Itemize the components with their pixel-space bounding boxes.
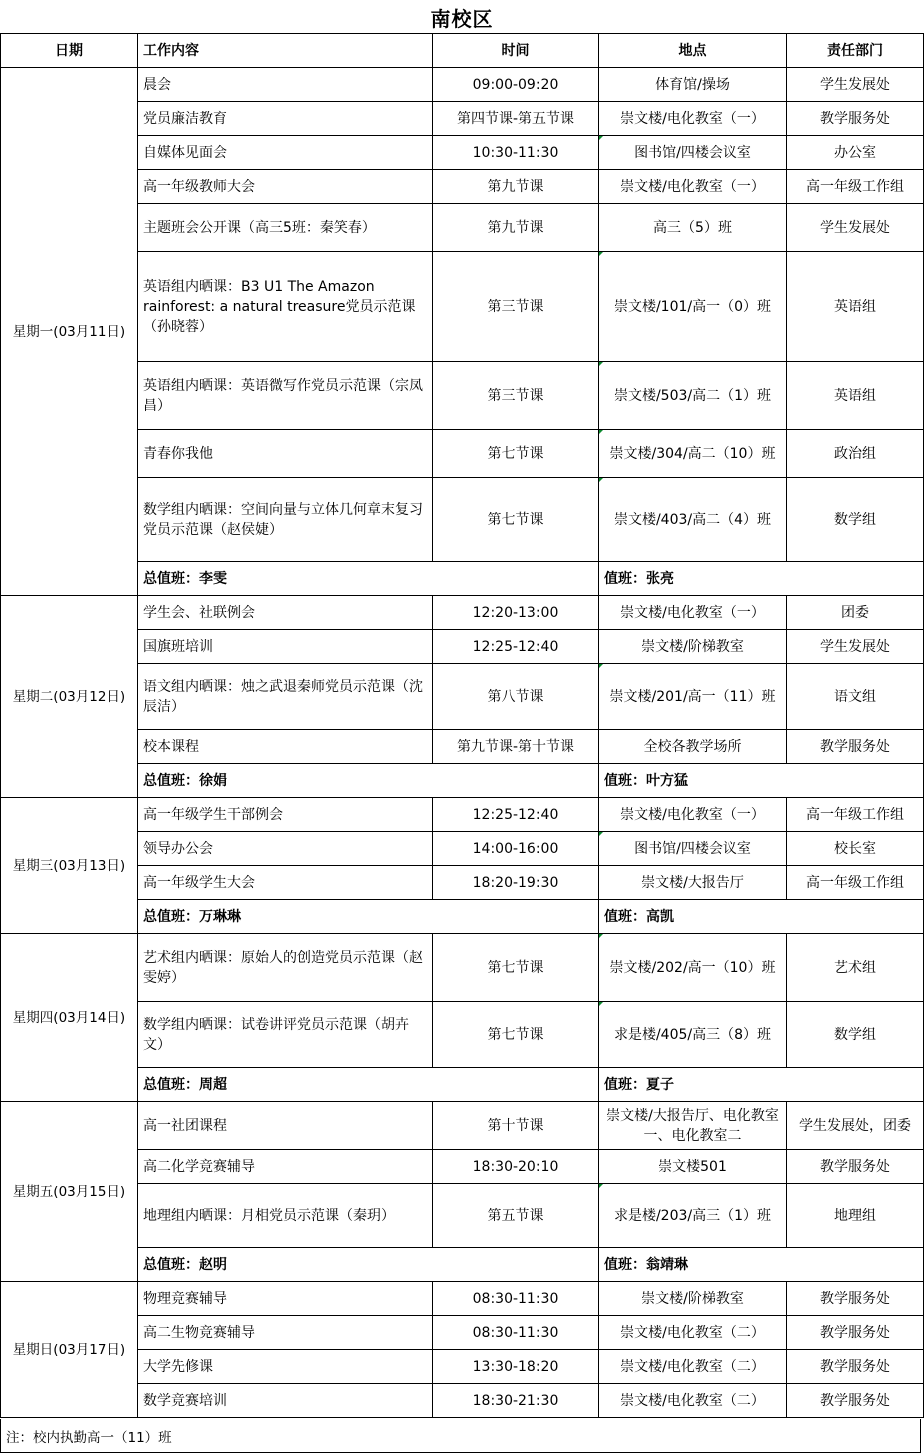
duty-cell: 值班：夏子 [599, 1068, 924, 1102]
place-cell: 崇文楼/电化教室（一） [599, 798, 787, 832]
duty-row [1, 1068, 924, 1102]
place-cell: 崇文楼/电化教室（二） [599, 1316, 787, 1350]
dept-cell: 高一年级工作组 [787, 798, 924, 832]
content-cell: 物理竞赛辅导 [138, 1282, 433, 1316]
time-cell: 14:00-16:00 [433, 832, 599, 866]
content-cell: 高一年级教师大会 [138, 170, 433, 204]
time-cell: 12:25-12:40 [433, 798, 599, 832]
time-cell: 第五节课 [433, 1184, 599, 1248]
dept-cell: 学生发展处 [787, 204, 924, 252]
table-row [1, 730, 924, 764]
dept-cell: 教学服务处 [787, 1282, 924, 1316]
dept-cell: 教学服务处 [787, 102, 924, 136]
day-cell: 星期五(03月15日) [1, 1102, 138, 1282]
place-cell: 崇文楼/大报告厅、电化教室一、电化教室二 [599, 1102, 787, 1150]
place-cell: 求是楼/203/高三（1）班 [599, 1184, 787, 1248]
place-cell: 崇文楼/阶梯教室 [599, 630, 787, 664]
header-dept: 责任部门 [787, 34, 924, 68]
dept-cell: 学生发展处，团委 [787, 1102, 924, 1150]
table-row [1, 1150, 924, 1184]
dept-cell: 数学组 [787, 1002, 924, 1068]
dept-cell: 教学服务处 [787, 1350, 924, 1384]
table-row [1, 204, 924, 252]
dept-cell: 教学服务处 [787, 1316, 924, 1350]
time-cell: 第十节课 [433, 1102, 599, 1150]
table-row [1, 1316, 924, 1350]
duty-cell: 值班：翁靖琳 [599, 1248, 924, 1282]
content-cell: 自媒体见面会 [138, 136, 433, 170]
table-row [1, 664, 924, 730]
place-cell: 崇文楼/电化教室（二） [599, 1350, 787, 1384]
table-row [1, 630, 924, 664]
duty-total-cell: 总值班：周超 [138, 1068, 599, 1102]
place-cell: 体育馆/操场 [599, 68, 787, 102]
time-cell: 18:20-19:30 [433, 866, 599, 900]
table-row [1, 934, 924, 1002]
duty-total-cell: 总值班：徐娟 [138, 764, 599, 798]
dept-cell: 团委 [787, 596, 924, 630]
header-row [1, 34, 924, 68]
place-cell: 崇文楼/101/高一（0）班 [599, 252, 787, 362]
dept-cell: 地理组 [787, 1184, 924, 1248]
time-cell: 12:20-13:00 [433, 596, 599, 630]
dept-cell: 办公室 [787, 136, 924, 170]
table-row [1, 252, 924, 362]
table-row [1, 1384, 924, 1418]
content-cell: 英语组内晒课：英语微写作党员示范课（宗凤昌） [138, 362, 433, 430]
time-cell: 08:30-11:30 [433, 1282, 599, 1316]
time-cell: 第七节课 [433, 1002, 599, 1068]
dept-cell: 高一年级工作组 [787, 170, 924, 204]
duty-cell: 值班：叶方猛 [599, 764, 924, 798]
place-cell: 崇文楼/201/高一（11）班 [599, 664, 787, 730]
content-cell: 晨会 [138, 68, 433, 102]
table-row [1, 866, 924, 900]
table-row [1, 478, 924, 562]
place-cell: 高三（5）班 [599, 204, 787, 252]
time-cell: 第三节课 [433, 252, 599, 362]
schedule-table [0, 33, 924, 1418]
duty-total-cell: 总值班：李雯 [138, 562, 599, 596]
table-row [1, 430, 924, 478]
duty-cell: 值班：高凯 [599, 900, 924, 934]
time-cell: 18:30-20:10 [433, 1150, 599, 1184]
content-cell: 大学先修课 [138, 1350, 433, 1384]
table-row [1, 170, 924, 204]
day-cell: 星期二(03月12日) [1, 596, 138, 798]
table-row [1, 596, 924, 630]
time-cell: 第七节课 [433, 430, 599, 478]
place-cell: 图书馆/四楼会议室 [599, 136, 787, 170]
duty-row [1, 1248, 924, 1282]
day-cell: 星期一(03月11日) [1, 68, 138, 596]
dept-cell: 高一年级工作组 [787, 866, 924, 900]
time-cell: 第七节课 [433, 934, 599, 1002]
place-cell: 崇文楼/503/高二（1）班 [599, 362, 787, 430]
dept-cell: 校长室 [787, 832, 924, 866]
dept-cell: 数学组 [787, 478, 924, 562]
duty-cell: 值班：张亮 [599, 562, 924, 596]
time-cell: 第四节课-第五节课 [433, 102, 599, 136]
content-cell: 高一年级学生大会 [138, 866, 433, 900]
place-cell: 崇文楼/304/高二（10）班 [599, 430, 787, 478]
table-row [1, 1350, 924, 1384]
content-cell: 青春你我他 [138, 430, 433, 478]
content-cell: 高二生物竞赛辅导 [138, 1316, 433, 1350]
place-cell: 崇文楼501 [599, 1150, 787, 1184]
content-cell: 语文组内晒课：烛之武退秦师党员示范课（沈辰洁） [138, 664, 433, 730]
place-cell: 图书馆/四楼会议室 [599, 832, 787, 866]
day-cell: 星期四(03月14日) [1, 934, 138, 1102]
table-row [1, 1184, 924, 1248]
time-cell: 第九节课-第十节课 [433, 730, 599, 764]
time-cell: 第三节课 [433, 362, 599, 430]
time-cell: 08:30-11:30 [433, 1316, 599, 1350]
time-cell: 13:30-18:20 [433, 1350, 599, 1384]
place-cell: 崇文楼/电化教室（一） [599, 170, 787, 204]
table-row [1, 832, 924, 866]
dept-cell: 学生发展处 [787, 68, 924, 102]
dept-cell: 语文组 [787, 664, 924, 730]
content-cell: 学生会、社联例会 [138, 596, 433, 630]
header-time: 时间 [433, 34, 599, 68]
table-row [1, 136, 924, 170]
content-cell: 地理组内晒课：月相党员示范课（秦玥） [138, 1184, 433, 1248]
table-row [1, 68, 924, 102]
content-cell: 党员廉洁教育 [138, 102, 433, 136]
sheet-title: 南校区 [430, 6, 494, 31]
time-cell: 第九节课 [433, 204, 599, 252]
place-cell: 崇文楼/403/高二（4）班 [599, 478, 787, 562]
dept-cell: 英语组 [787, 252, 924, 362]
dept-cell: 教学服务处 [787, 1150, 924, 1184]
content-cell: 国旗班培训 [138, 630, 433, 664]
day-cell: 星期日(03月17日) [1, 1282, 138, 1418]
content-cell: 主题班会公开课（高三5班：秦笑春） [138, 204, 433, 252]
dept-cell: 教学服务处 [787, 730, 924, 764]
time-cell: 18:30-21:30 [433, 1384, 599, 1418]
dept-cell: 教学服务处 [787, 1384, 924, 1418]
place-cell: 崇文楼/202/高一（10）班 [599, 934, 787, 1002]
table-row [1, 102, 924, 136]
content-cell: 数学竞赛培训 [138, 1384, 433, 1418]
header-content: 工作内容 [138, 34, 433, 68]
dept-cell: 艺术组 [787, 934, 924, 1002]
dept-cell: 学生发展处 [787, 630, 924, 664]
time-cell: 09:00-09:20 [433, 68, 599, 102]
header-date: 日期 [1, 34, 138, 68]
footer-note: 注：校内执勤高一（11）班 [0, 1419, 921, 1453]
place-cell: 崇文楼/电化教室（一） [599, 102, 787, 136]
time-cell: 12:25-12:40 [433, 630, 599, 664]
table-row [1, 1002, 924, 1068]
table-row [1, 1282, 924, 1316]
duty-row [1, 764, 924, 798]
content-cell: 数学组内晒课：试卷讲评党员示范课（胡卉文） [138, 1002, 433, 1068]
content-cell: 数学组内晒课：空间向量与立体几何章末复习党员示范课（赵侯婕） [138, 478, 433, 562]
dept-cell: 政治组 [787, 430, 924, 478]
content-cell: 高一年级学生干部例会 [138, 798, 433, 832]
table-row [1, 362, 924, 430]
content-cell: 英语组内晒课：B3 U1 The Amazon rainforest: a natural treasure党员示范课（孙晓蓉） [138, 252, 433, 362]
day-cell: 星期三(03月13日) [1, 798, 138, 934]
header-place: 地点 [599, 34, 787, 68]
table-row [1, 798, 924, 832]
place-cell: 崇文楼/电化教室（一） [599, 596, 787, 630]
time-cell: 第八节课 [433, 664, 599, 730]
time-cell: 第七节课 [433, 478, 599, 562]
content-cell: 校本课程 [138, 730, 433, 764]
time-cell: 10:30-11:30 [433, 136, 599, 170]
place-cell: 崇文楼/电化教室（二） [599, 1384, 787, 1418]
place-cell: 求是楼/405/高三（8）班 [599, 1002, 787, 1068]
dept-cell: 英语组 [787, 362, 924, 430]
place-cell: 崇文楼/阶梯教室 [599, 1282, 787, 1316]
place-cell: 崇文楼/大报告厅 [599, 866, 787, 900]
content-cell: 领导办公会 [138, 832, 433, 866]
duty-total-cell: 总值班：赵明 [138, 1248, 599, 1282]
content-cell: 高一社团课程 [138, 1102, 433, 1150]
content-cell: 高二化学竞赛辅导 [138, 1150, 433, 1184]
content-cell: 艺术组内晒课：原始人的创造党员示范课（赵雯婷） [138, 934, 433, 1002]
table-row [1, 1102, 924, 1150]
duty-row [1, 562, 924, 596]
duty-row [1, 900, 924, 934]
place-cell: 全校各教学场所 [599, 730, 787, 764]
duty-total-cell: 总值班：万琳琳 [138, 900, 599, 934]
time-cell: 第九节课 [433, 170, 599, 204]
